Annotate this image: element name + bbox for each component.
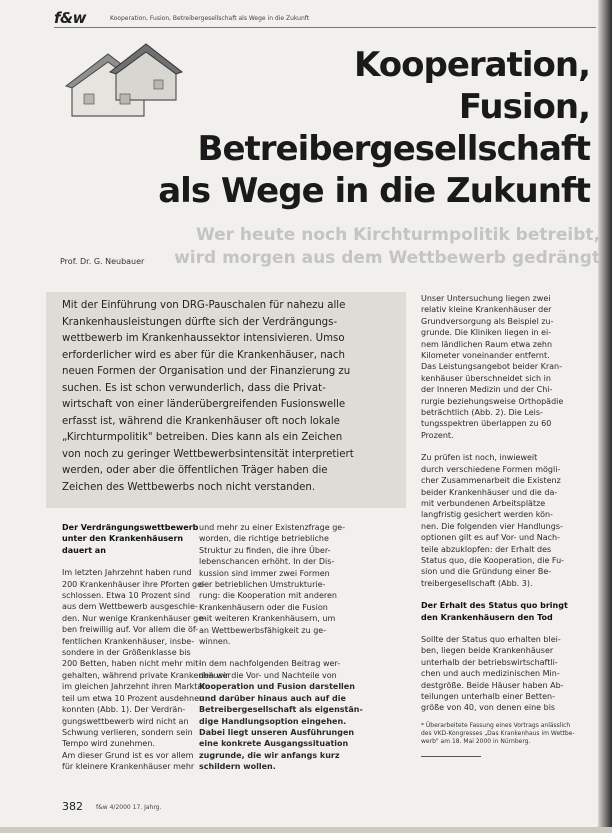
body-line: grunde. Die Kliniken liegen in ei- [421,328,552,338]
body-line: Status quo, die Kooperation, die Fu- [421,555,565,565]
section-heading: unter den Krankenhäusern [62,534,184,544]
running-head: Kooperation, Fusion, Betreibergesellschaft als Wege in die Zukunft [110,15,310,22]
body-line: sondere in der Größenklasse bis [62,648,191,658]
body-line: teil um etwa 10 Prozent ausdehnen [62,693,205,703]
body-line: größe von 40, von denen eine bis [421,703,556,713]
article-title [60,44,590,212]
body-line-bold: zugrunde, die wir anfangs kurz [199,750,340,760]
body-line: ben, liegen beide Krankenhäuser [421,646,554,656]
body-line: Am dieser Grund ist es vor allem [62,750,194,760]
scan-edge-right [598,0,612,833]
body-line: 200 Krankenhäuser ihre Pforten ge- [62,579,205,589]
body-line: 200 Betten, haben nicht mehr mit- [62,659,202,669]
body-line: Prozent. [421,430,454,440]
subtitle-line: Wer heute noch Kirchturmpolitik betreibt, [195,225,600,245]
page-number: 382 [62,800,83,813]
intro-line: neuen Formen der Organisation und der Finanzierung zu [62,366,351,377]
body-line: beträchtlich (Abb. 2). Die Leis- [421,408,543,418]
intro-line: wettbewerb im Krankenhaussektor intensivieren. Umso [62,333,345,344]
body-line: den wir die Vor- und Nachteile von [199,670,337,680]
body-line: winnen. [199,637,231,647]
footnote-line: des VKD-Kongresses „Das Krankenhaus im Wettbe- [421,729,575,737]
section-heading: Der Verdrängungswettbewerb [62,523,199,532]
body-line: kussion sind immer zwei Formen [199,568,330,578]
body-line: Tempo wird zunehmen. [62,739,155,749]
subtitle-line: wird morgen aus dem Wettbewerb gedrängt [174,248,600,268]
intro-line: erforderlicher wird es aber für die Krankenhäuser, nach [62,349,345,361]
body-line: an Wettbewerbsfähigkeit zu ge- [199,625,327,635]
intro-line: erfasst ist, während die Krankenhäuser oft noch lokale [62,415,340,427]
body-line: für kleinere Krankenhäuser mehr [62,762,195,772]
author-byline: Prof. Dr. G. Neubauer [60,257,145,266]
article-subtitle [170,224,600,270]
intro-text [62,298,402,496]
body-line: aus dem Wettbewerb ausgeschie- [62,602,198,612]
body-line: mit weiteren Krankenhäusern, um [199,614,336,624]
column-2 [199,522,401,773]
body-line: lebenschancen erhöht. In der Dis- [199,557,335,567]
body-line: rung: die Kooperation mit anderen [199,591,337,601]
body-line: nem ländlichen Raum etwa zehn [421,339,553,349]
section-heading: den Krankenhäusern den Tod [421,612,553,622]
body-line: optionen gilt es auf Vor- und Nach- [421,533,560,543]
body-line-bold: eine konkrete Ausgangssituation [199,739,349,749]
intro-line: von noch zu geringer Wettbewerbsintensität interpretiert [62,448,354,460]
body-line-bold: und darüber hinaus auch auf die [199,693,346,703]
body-line: Krankenhäusern oder die Fusion [199,602,328,612]
body-line: In dem nachfolgenden Beitrag wer- [199,659,341,669]
title-line: Betreibergesellschaft [197,129,590,169]
body-line: mit verbundenen Arbeitsplätze [421,498,546,508]
body-line: nen. Die folgenden vier Handlungs- [421,521,563,531]
column-3 [421,293,589,746]
body-line: unterhalb der betriebswirtschaftli- [421,657,558,667]
body-line: beider Krankenhäuser und die da- [421,487,558,497]
body-line-bold: Betreibergesellschaft als eigenstän- [199,705,363,715]
header-rule [54,27,596,28]
section-heading: Der Erhalt des Status quo bringt [421,601,568,611]
footnote-line: werb" am 18. Mai 2000 in Nürnberg. [421,737,531,745]
issue-info: f&w 4/2000 17. Jahrg. [96,804,162,811]
body-line: destgröße. Beide Häuser haben Ab- [421,680,564,690]
intro-line: suchen. Es ist schon verwunderlich, dass die Privat- [62,382,326,394]
body-line: tungsspektren überlappen zu 60 [421,419,552,429]
body-line: kenhäuser überschneidet sich in [421,373,551,383]
body-line: Zu prüfen ist noch, inwieweit [421,453,538,463]
body-line: der betrieblichen Umstrukturie- [199,580,326,590]
footnote-line: * Überarbeitete Fassung eines Vortrags anlässlich [421,721,571,729]
body-line: Schwung verlieren, sondern sein [62,727,193,737]
body-line: schlossen. Etwa 10 Prozent sind [62,591,191,601]
title-line: Fusion, [458,87,590,127]
body-line: der Inneren Medizin und der Chi- [421,385,553,395]
body-line: den. Nur wenige Krankenhäuser ge- [62,613,207,623]
body-line: Sollte der Status quo erhalten blei- [421,634,561,644]
body-line-bold: Kooperation und Fusion darstellen [199,682,355,692]
intro-line: „Kirchturmpolitik" betreiben. Dies kann als ein Zeichen [62,432,343,443]
intro-line: Mit der Einführung von DRG-Pauschalen für nahezu alle [62,300,346,311]
title-line: Kooperation, [354,45,590,85]
body-line-bold: schildern wollen. [199,762,276,772]
body-line: teile abzuklopfen: der Erhalt des [421,544,552,554]
body-line: gungswettbewerb wird nicht an [62,716,189,726]
body-line-bold: dige Handlungsoption eingehen. [199,716,347,726]
intro-line: Krankenhausleistungen dürfte sich der Verdrängungs- [62,316,338,328]
body-line: und mehr zu einer Existenzfrage ge- [199,523,346,532]
body-line: sion und die Gründung einer Be- [421,567,552,577]
intro-line: Zeichen des Wettbewerbs noch nicht verstanden. [62,481,316,493]
body-line: worden, die richtige betriebliche [199,534,329,544]
body-line: Struktur zu finden, die ihre Über- [199,545,331,555]
body-line: Grundversorgung als Beispiel zu- [421,316,554,326]
body-line: chen und auch medizinischen Min- [421,669,560,679]
body-line: cher Zusammenarbeit die Existenz [421,476,561,486]
body-line: ben freiwillig auf. Vor allem die öf- [62,625,199,635]
body-line: treibergesellschaft (Abb. 3). [421,578,533,588]
body-line: Das Leistungsangebot beider Kran- [421,362,562,372]
scan-edge-bottom [0,827,612,833]
body-line: teilungen unterhalb einer Betten- [421,692,555,701]
body-line: durch verschiedene Formen mögli- [421,464,561,474]
section-heading: dauert an [62,545,106,555]
body-line: Im letzten Jahrzehnt haben rund [62,568,192,578]
title-line: als Wege in die Zukunft [158,171,590,211]
body-line: rurgie beziehungsweise Orthopädie [421,396,564,406]
body-line: Kilometer voneinander entfernt. [421,351,550,361]
magazine-logo: f&w [54,9,86,27]
body-line: konnten (Abb. 1). Der Verdrän- [62,705,186,715]
body-line: relativ kleine Krankenhäuser der [421,305,552,315]
intro-line: wirtschaft von einer länderübergreifenden Fusionswelle [62,399,346,410]
body-line: gehalten, während private Krankenhäuser [62,670,231,680]
body-line: fentlichen Krankenhäuser, insbe- [62,636,195,646]
footnote-rule [421,756,481,757]
body-line: Unser Untersuchung liegen zwei [421,294,551,303]
body-line: im gleichen Jahrzehnt ihren Marktan- [62,682,211,692]
body-line: langfristig gesichert werden kön- [421,510,553,520]
intro-line: werden, oder aber die öffentlichen Träger haben die [62,465,328,476]
body-line-bold: Dabei liegt unseren Ausführungen [199,727,355,737]
